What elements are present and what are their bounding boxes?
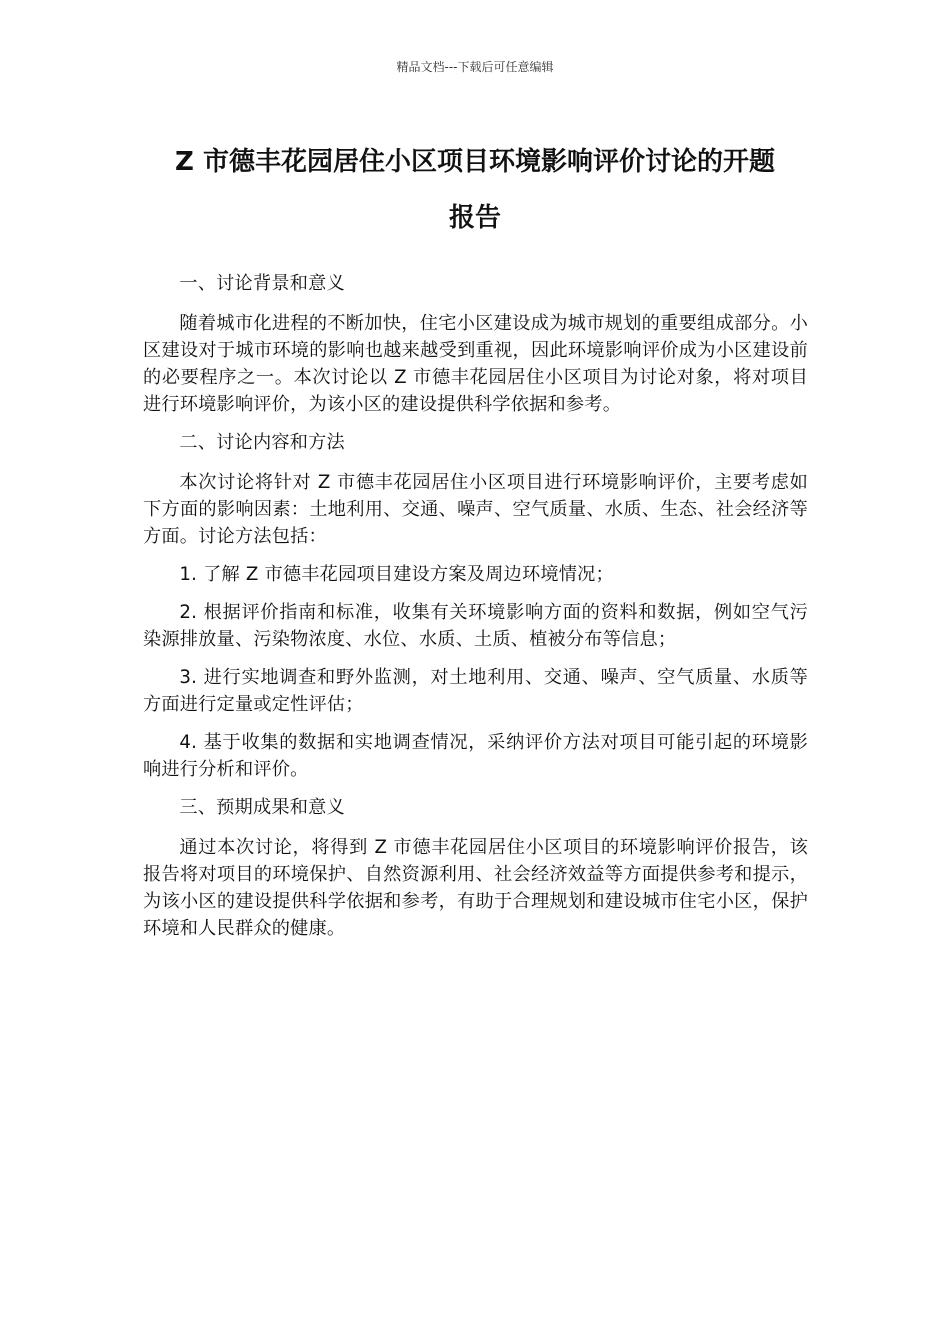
title-line-1: Z 市德丰花园居住小区项目环境影响评价讨论的开题: [175, 147, 775, 177]
paragraph-content-method: 本次讨论将针对 Z 市德丰花园居住小区项目进行环境影响评价，主要考虑如下方面的影响因素：土地利用、交通、噪声、空气质量、水质、生态、社会经济等方面。讨论方法包括：: [143, 472, 808, 547]
title-line-2: 报告: [448, 203, 501, 233]
page-header: 精品文档---下载后可任意编辑: [396, 60, 554, 74]
list-item-3: 3. 进行实地调查和野外监测，对土地利用、交通、噪声、空气质量、水质等方面进行定量或定性评估；: [143, 667, 808, 715]
document-body: [143, 270, 808, 953]
paragraph-background: 随着城市化进程的不断加快，住宅小区建设成为城市规划的重要组成部分。小区建设对于城市环境的影响也越来越受到重视，因此环境影响评价成为小区建设前的必要程序之一。本次讨论以 Z 市德丰花园居住小区项目为讨论对象，将对项目进行环境影响评价，为该小区的建设提供科学依据和参考。: [143, 313, 808, 415]
section-heading-content-method: 二、讨论内容和方法: [179, 432, 345, 453]
section-heading-expected-results: 三、预期成果和意义: [179, 797, 345, 818]
list-item-4: 4. 基于收集的数据和实地调查情况，采纳评价方法对项目可能引起的环境影响进行分析和评价。: [143, 732, 808, 780]
document-title: [140, 134, 810, 246]
section-heading-background: 一、讨论背景和意义: [179, 273, 345, 294]
paragraph-expected-results: 通过本次讨论，将得到 Z 市德丰花园居住小区项目的环境影响评价报告，该报告将对项目的环境保护、自然资源利用、社会经济效益等方面提供参考和提示，为该小区的建设提供科学依据和参考，有助于合理规划和建设城市住宅小区，保护环境和人民群众的健康。: [143, 837, 808, 939]
list-item-2: 2. 根据评价指南和标准，收集有关环境影响方面的资料和数据，例如空气污染源排放量、污染物浓度、水位、水质、土质、植被分布等信息；: [143, 602, 808, 650]
list-item-1: 1. 了解 Z 市德丰花园项目建设方案及周边环境情况；: [179, 564, 614, 585]
